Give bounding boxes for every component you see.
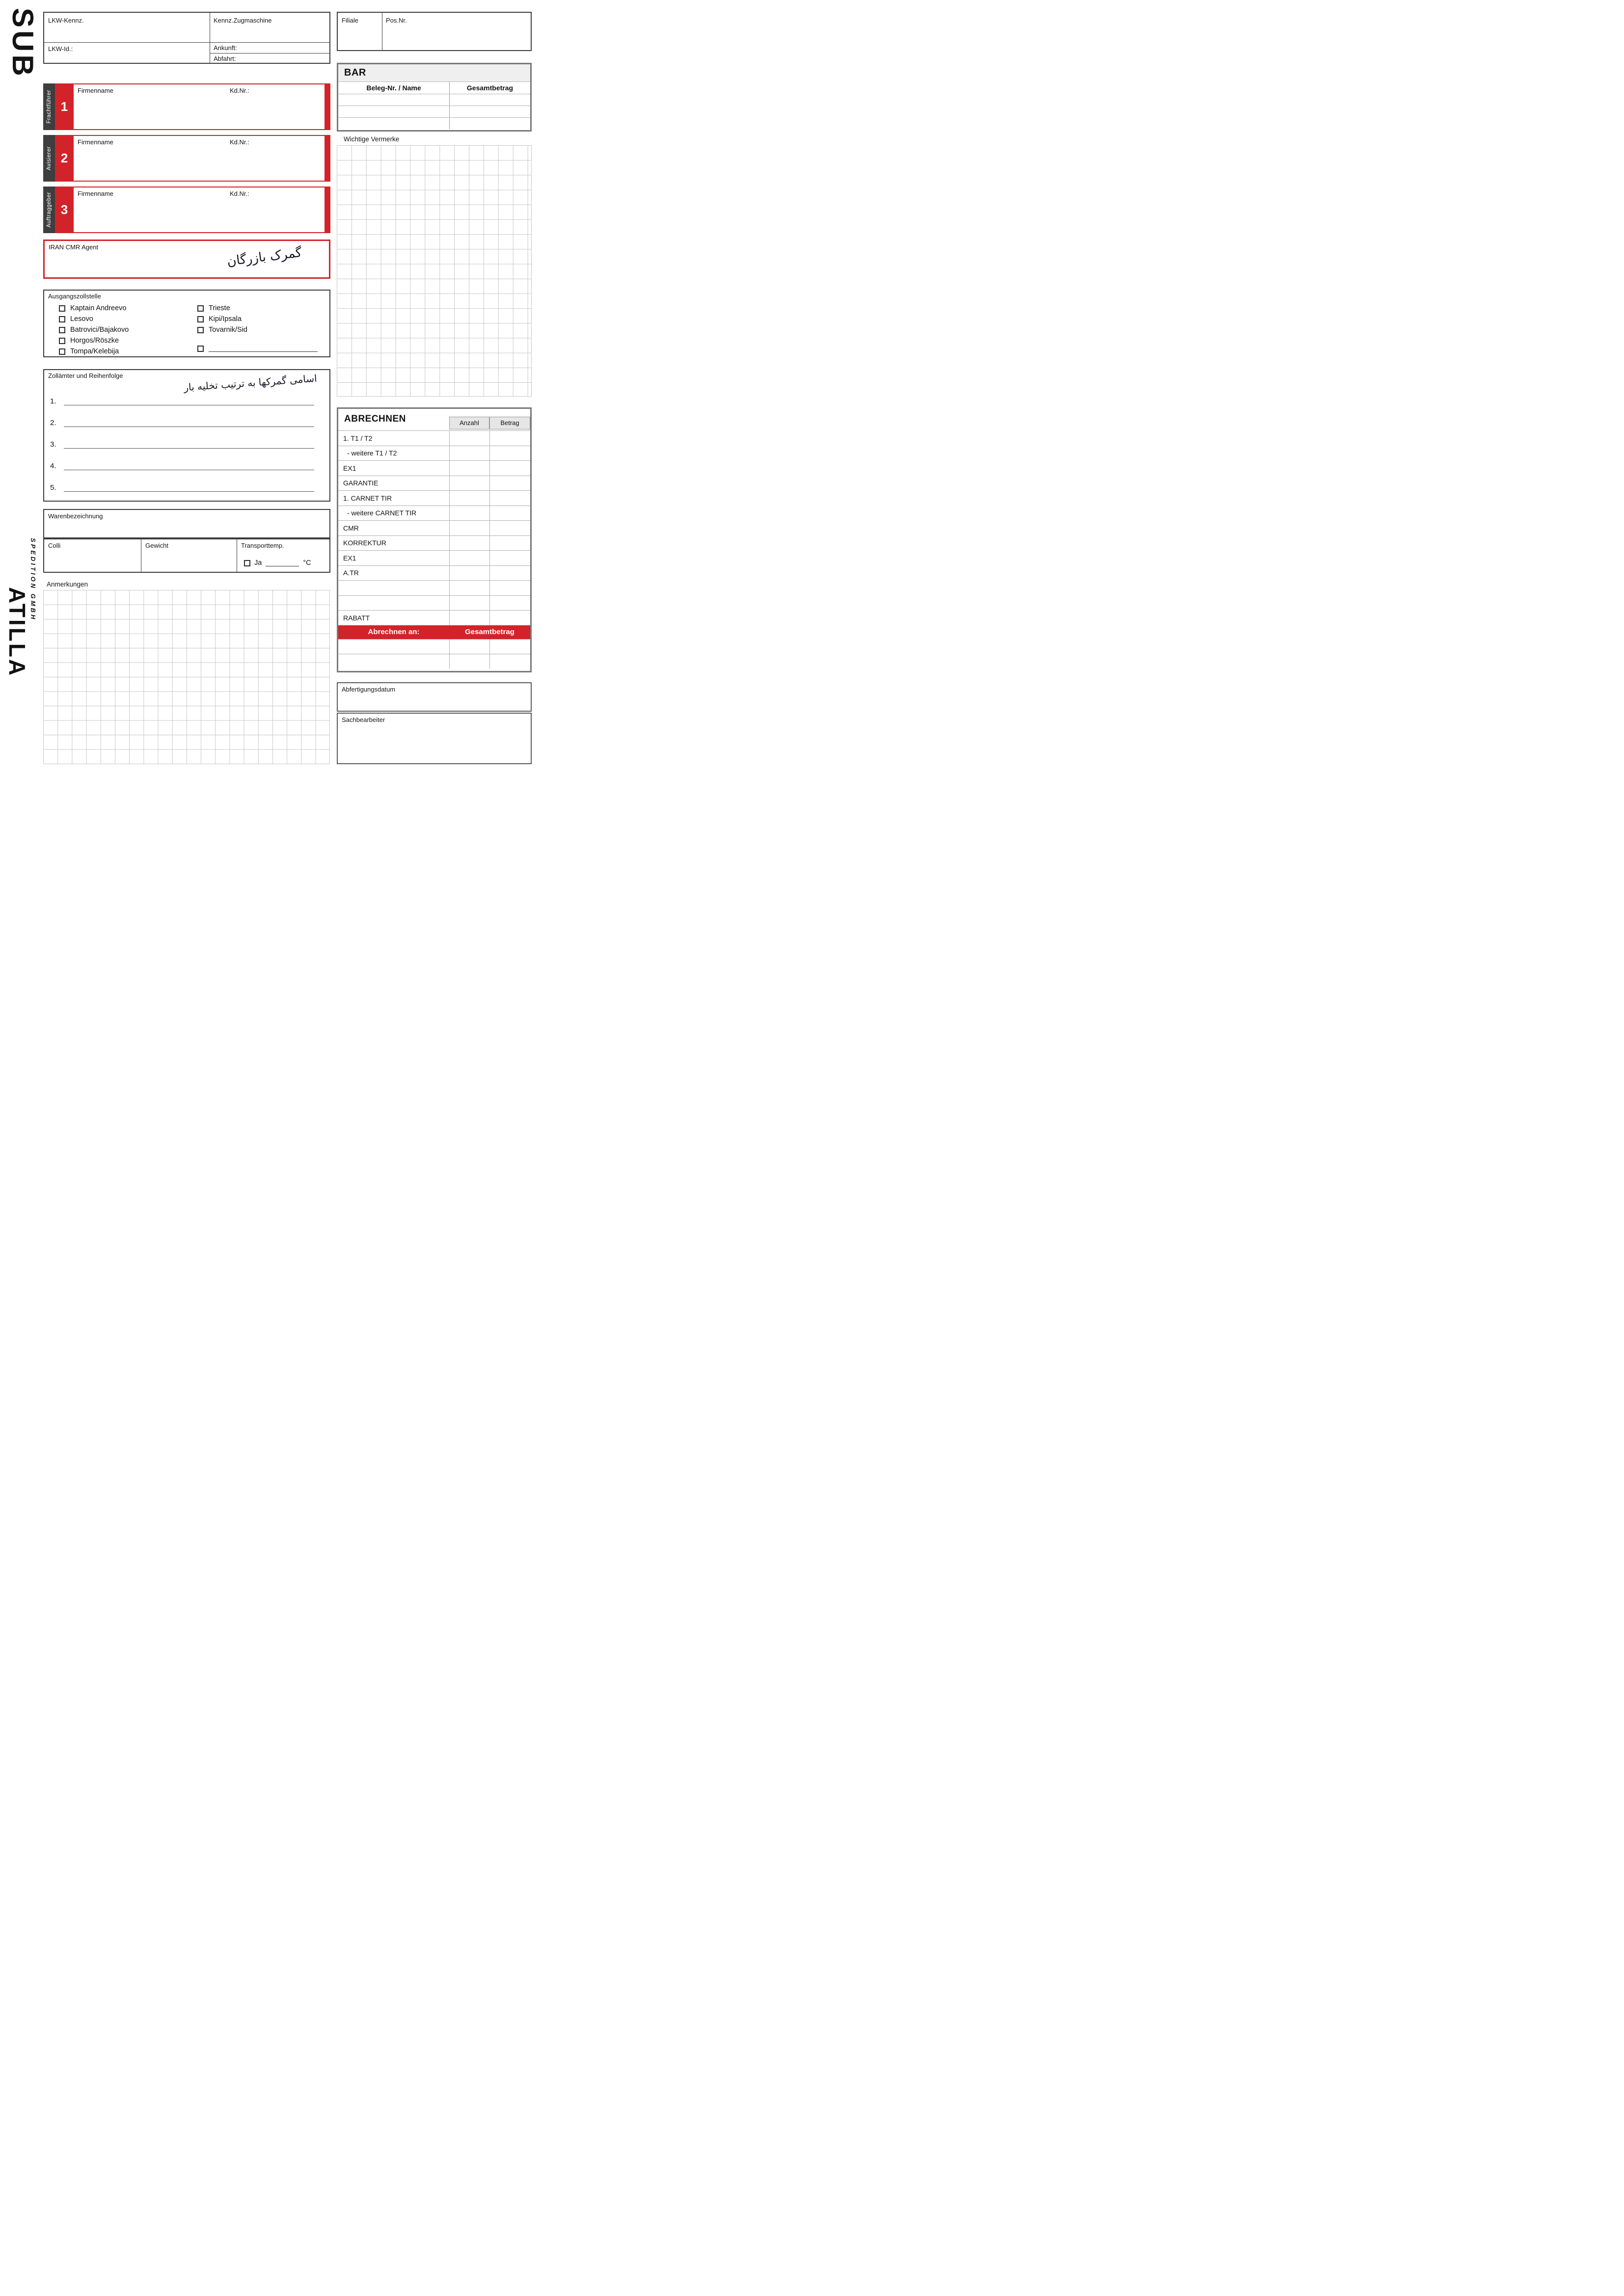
ausgangszollstelle-box [43, 290, 330, 357]
checkbox[interactable] [59, 316, 65, 322]
posnr-label: Pos.Nr. [386, 17, 407, 24]
betrag-cell[interactable] [489, 521, 530, 535]
abrechnen-row-t1t2 [338, 430, 530, 446]
gewicht-cell[interactable] [141, 539, 237, 572]
sachbearbeiter-label: Sachbearbeiter [342, 716, 385, 723]
checkbox-label: Batrovici/Bajakovo [70, 326, 129, 334]
party-fill-area[interactable] [74, 83, 325, 130]
betrag-cell[interactable] [489, 476, 530, 491]
customs-fill-line-3[interactable] [64, 440, 314, 449]
line-number: 1. [50, 397, 56, 405]
bar-cell[interactable] [338, 106, 449, 117]
row-label: RABATT [343, 614, 370, 622]
red-edge-bar [325, 83, 330, 130]
celsius-label: °C [303, 559, 311, 567]
ja-checkbox[interactable] [244, 560, 250, 566]
red-edge-bar [325, 187, 330, 233]
anzahl-cell[interactable] [449, 566, 489, 581]
row-label: 1. T1 / T2 [343, 434, 373, 442]
betrag-cell[interactable] [489, 581, 530, 595]
kdnr-label: Kd.Nr.: [230, 87, 249, 94]
checkbox-item-trieste [197, 304, 230, 312]
checkbox-label: Tovarnik/Sid [209, 326, 247, 334]
row-label: EX1 [343, 554, 356, 562]
anzahl-cell[interactable] [449, 446, 489, 461]
abrechnen-an-label: Abrechnen an: [368, 628, 420, 636]
freight-form-page [0, 0, 541, 765]
checkbox[interactable] [197, 305, 204, 312]
customs-fill-line-5[interactable] [64, 483, 314, 492]
betrag-cell[interactable] [489, 506, 530, 521]
abfertigungsdatum-label: Abfertigungsdatum [342, 686, 396, 693]
anzahl-cell[interactable] [449, 506, 489, 521]
line-number: 2. [50, 419, 56, 427]
anzahl-cell[interactable] [449, 596, 489, 611]
warenbezeichnung-label: Warenbezeichnung [48, 512, 103, 520]
checkbox-label: Kipi/Ipsala [209, 315, 242, 323]
measures-box [43, 538, 330, 573]
line-number: 3. [50, 440, 56, 449]
abrechnen-header [338, 409, 530, 430]
bar-col-name-header: Beleg-Nr. / Name [366, 84, 421, 92]
bar-box [337, 63, 532, 132]
betrag-cell[interactable] [489, 566, 530, 581]
checkbox-item-horgos-roeszke [59, 337, 119, 345]
lkw-kennz-label: LKW-Kennz. [48, 17, 84, 24]
party-number: 1 [55, 83, 74, 130]
warenbezeichnung-box[interactable] [43, 509, 330, 538]
anzahl-cell[interactable] [449, 581, 489, 595]
iran-cmr-agent-box[interactable] [43, 240, 330, 279]
checkbox[interactable] [59, 348, 65, 355]
checkbox-item-other [197, 345, 318, 352]
betrag-cell[interactable] [489, 491, 530, 506]
firmenname-label: Firmenname [78, 138, 113, 146]
role-strip [43, 187, 55, 233]
abrechnen-row-empty [338, 654, 530, 669]
role-strip [43, 83, 55, 130]
bar-column-headers [338, 82, 530, 94]
anzahl-cell[interactable] [449, 491, 489, 506]
party-number: 3 [55, 187, 74, 233]
role-label: Frachtführer [46, 90, 52, 124]
row-label: 1. CARNET TIR [343, 494, 392, 502]
betrag-cell[interactable] [489, 640, 530, 654]
abrechnen-row-rabatt [338, 610, 530, 625]
colli-cell[interactable] [44, 539, 141, 572]
party-row-frachtfuehrer [43, 83, 330, 130]
abrechnen-row-ex1-2 [338, 550, 530, 565]
checkbox-item-tompa-kelebija [59, 347, 119, 355]
row-label: - weitere T1 / T2 [347, 449, 397, 457]
checkbox[interactable] [197, 316, 204, 322]
iran-handwriting-farsi: گمرک بازرگان [226, 245, 303, 269]
firmenname-label: Firmenname [78, 87, 113, 94]
gewicht-label: Gewicht [145, 542, 168, 549]
filiale-posnr-box [337, 12, 532, 51]
role-strip [43, 135, 55, 182]
zollaemter-label: Zollämter und Reihenfolge [48, 372, 123, 379]
checkbox-label: Horgos/Röszke [70, 337, 119, 345]
row-label: KORREKTUR [343, 539, 386, 547]
ja-label: Ja [254, 559, 262, 567]
anzahl-cell[interactable] [449, 521, 489, 535]
checkbox[interactable] [59, 305, 65, 312]
role-label: Avisierer [46, 146, 52, 171]
anzahl-cell[interactable] [449, 536, 489, 551]
bar-empty-row[interactable] [338, 106, 530, 117]
temp-ja-row [244, 559, 311, 567]
checkbox[interactable] [59, 338, 65, 344]
abrechnen-row-empty [338, 580, 530, 595]
betrag-cell[interactable] [489, 431, 530, 446]
anzahl-cell[interactable] [449, 461, 489, 476]
line-number: 4. [50, 462, 56, 470]
bar-cell[interactable] [449, 94, 530, 106]
abrechnen-row-korrektur [338, 535, 530, 551]
anzahl-cell[interactable] [449, 611, 489, 625]
row-label: EX1 [343, 464, 356, 472]
checkbox-item-lesovo [59, 315, 93, 323]
abrechnen-row-cmr [338, 520, 530, 535]
abrechnen-row-weitere-t1t2 [338, 446, 530, 461]
checkbox[interactable] [197, 346, 204, 352]
bar-cell[interactable] [338, 118, 449, 129]
anzahl-cell[interactable] [449, 654, 489, 669]
betrag-cell[interactable] [489, 611, 530, 625]
bar-cell[interactable] [338, 94, 449, 106]
betrag-cell[interactable] [489, 536, 530, 551]
red-edge-bar [325, 135, 330, 182]
checkbox-label: Tompa/Kelebija [70, 347, 119, 355]
betrag-cell[interactable] [489, 446, 530, 461]
abrechnen-title: ABRECHNEN [344, 414, 406, 424]
brand-name-vertical: ATILLA [4, 587, 30, 678]
bar-empty-row[interactable] [338, 117, 530, 129]
ausgangszollstelle-label: Ausgangszollstelle [48, 293, 101, 300]
firmenname-label: Firmenname [78, 190, 113, 197]
bar-cell[interactable] [449, 106, 530, 117]
colli-label: Colli [48, 542, 61, 549]
filiale-label: Filiale [342, 17, 358, 24]
checkbox-item-kaptain-andreevo [59, 304, 126, 312]
kdnr-label: Kd.Nr.: [230, 138, 249, 146]
anzahl-header: Anzahl [449, 417, 489, 429]
bar-title: BAR [338, 64, 530, 82]
anzahl-cell[interactable] [449, 431, 489, 446]
bar-empty-row[interactable] [338, 94, 530, 106]
divider [44, 42, 329, 43]
abrechnen-row-empty [338, 639, 530, 654]
betrag-cell[interactable] [489, 654, 530, 669]
zollaemter-reihenfolge-box [43, 369, 330, 502]
lkw-id-label: LKW-Id.: [48, 45, 73, 53]
customs-fill-line-1[interactable] [64, 397, 314, 405]
checkbox-label: Trieste [209, 304, 230, 312]
wichtige-vermerke-grid[interactable] [337, 145, 532, 397]
line-number: 5. [50, 483, 56, 492]
temperature-fill-line[interactable] [266, 560, 299, 566]
betrag-cell[interactable] [489, 461, 530, 476]
row-label: - weitere CARNET TIR [347, 509, 417, 517]
bar-col-amount-header: Gesamtbetrag [449, 82, 530, 94]
kennz-zugmaschine-label: Kennz.Zugmaschine [214, 17, 272, 24]
checkbox[interactable] [59, 327, 65, 333]
transporttemp-cell [237, 539, 329, 572]
abrechnen-row-garantie [338, 476, 530, 491]
betrag-cell[interactable] [489, 596, 530, 611]
wichtige-vermerke-label: Wichtige Vermerke [344, 135, 400, 143]
party-fill-area[interactable] [74, 135, 325, 182]
checkbox-label: Lesovo [70, 315, 93, 323]
checkbox-item-batrovici-bajakovo [59, 326, 129, 334]
iran-cmr-agent-label: IRAN CMR Agent [49, 243, 99, 251]
anzahl-cell[interactable] [449, 640, 489, 654]
transporttemp-label: Transporttemp. [241, 542, 284, 549]
anzahl-cell[interactable] [449, 476, 489, 491]
checkbox-label: Kaptain Andreevo [70, 304, 127, 312]
betrag-header: Betrag [489, 417, 530, 429]
abrechnen-box [337, 407, 532, 672]
abrechnen-row-empty [338, 595, 530, 611]
anzahl-cell[interactable] [449, 551, 489, 565]
truck-info-box [43, 12, 330, 64]
abfahrt-label: Abfahrt: [214, 55, 236, 62]
role-label: Auftraggeber [46, 192, 52, 228]
customs-fill-line-2[interactable] [64, 419, 314, 427]
anmerkungen-label: Anmerkungen [47, 581, 88, 588]
abfertigungsdatum-box[interactable] [337, 682, 532, 712]
kdnr-label: Kd.Nr.: [230, 190, 249, 197]
abrechnen-row-carnet-tir [338, 490, 530, 506]
ankunft-label: Ankunft: [214, 44, 237, 52]
other-customs-fill-line[interactable] [209, 345, 318, 352]
anmerkungen-grid[interactable] [43, 590, 330, 764]
party-fill-area[interactable] [74, 187, 325, 233]
abrechnen-row-atr [338, 565, 530, 581]
checkbox[interactable] [197, 327, 204, 333]
row-label: GARANTIE [343, 479, 379, 487]
row-label: A.TR [343, 569, 359, 577]
row-label: CMR [343, 524, 359, 532]
bar-cell[interactable] [449, 118, 530, 129]
abrechnen-row-ex1 [338, 460, 530, 476]
brand-subtitle-vertical: SPEDITION GMBH [29, 538, 37, 621]
reihenfolge-handwriting-farsi: اسامی گمرکها به ترتیب تخلیه بار [183, 372, 318, 394]
customs-fill-line-4[interactable] [64, 462, 314, 470]
party-row-avisierer [43, 135, 330, 182]
party-row-auftraggeber [43, 187, 330, 233]
checkbox-item-kipi-ipsala [197, 315, 242, 323]
gesamtbetrag-label: Gesamtbetrag [465, 628, 514, 636]
sachbearbeiter-box[interactable] [337, 713, 532, 764]
party-number: 2 [55, 135, 74, 182]
sub-logo: SUB [6, 8, 39, 79]
abrechnen-row-weitere-carnet-tir [338, 506, 530, 521]
checkbox-item-tovarnik-sid [197, 326, 247, 334]
abrechnen-total-row [338, 625, 530, 639]
betrag-cell[interactable] [489, 551, 530, 565]
